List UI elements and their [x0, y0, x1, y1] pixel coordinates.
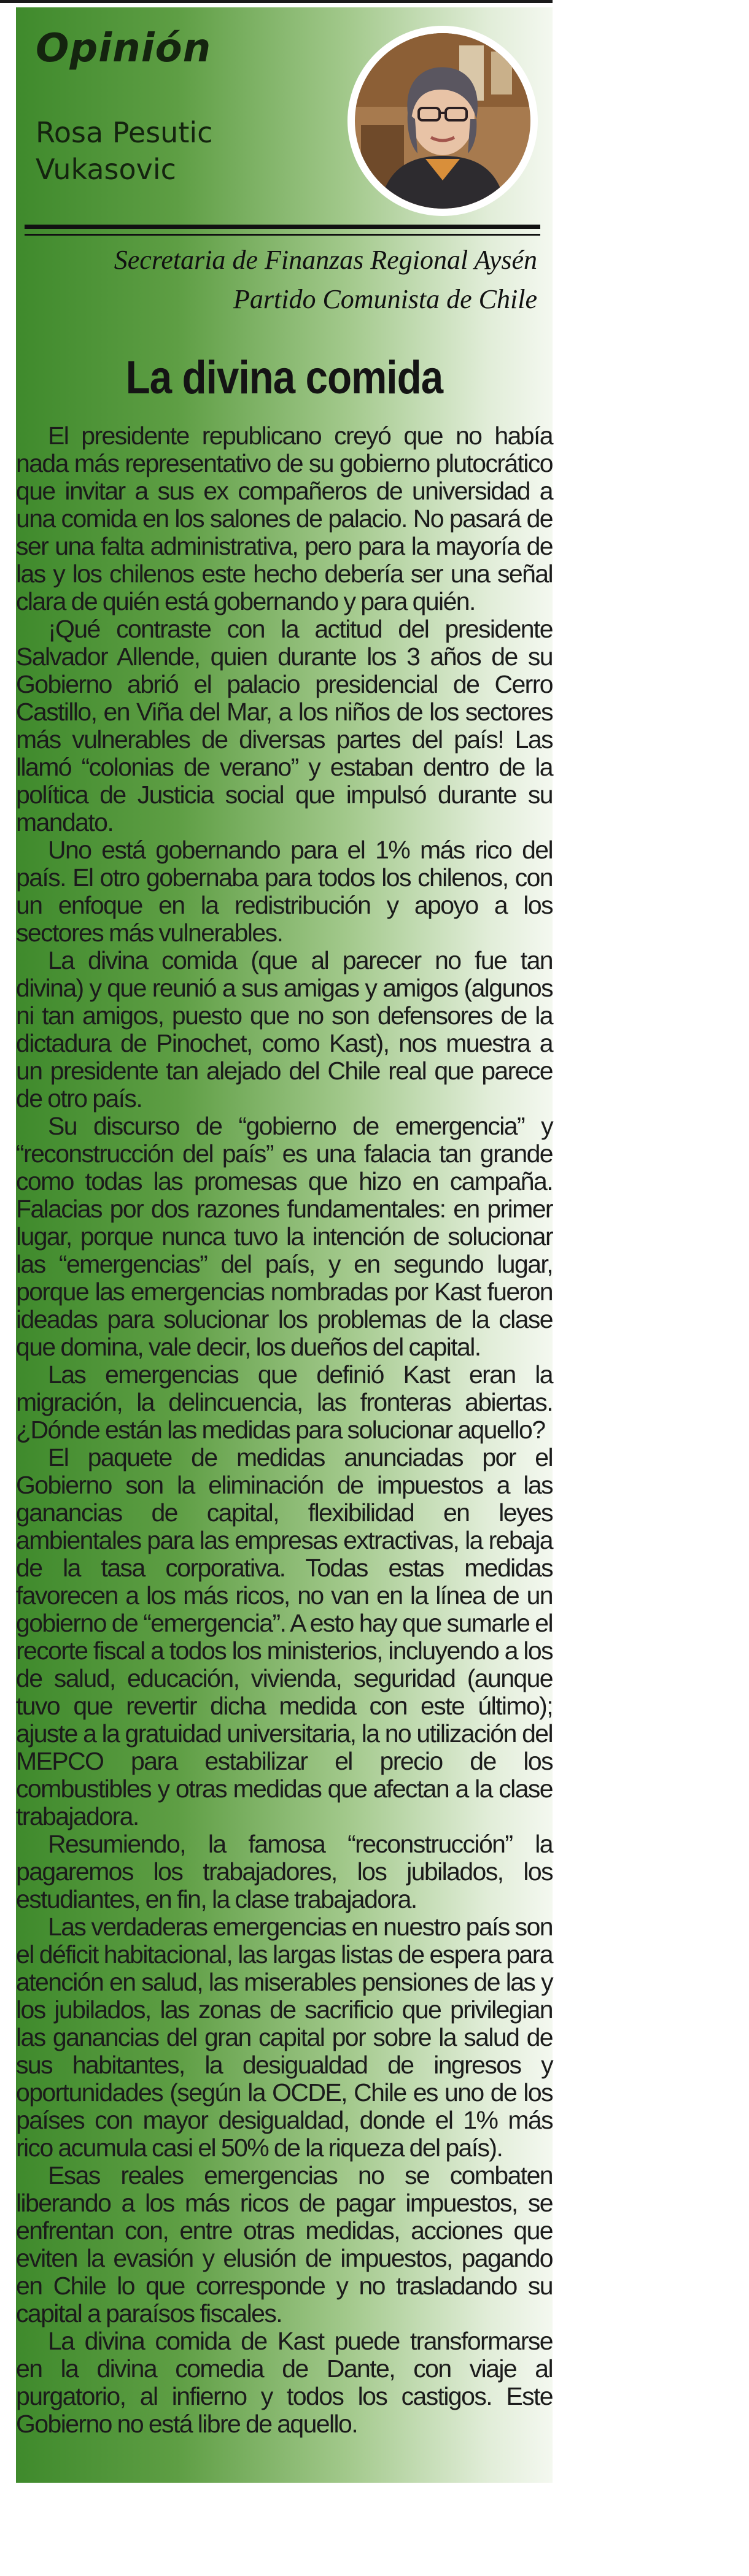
divider-rule-thick: [25, 225, 540, 229]
top-border-line: [0, 0, 553, 3]
article-body: [16, 422, 553, 2438]
article-paragraph: Resumiendo, la famosa “reconstrucción” la pagaremos los trabajadores, los jubilados, los estudiantes, en fin, la clase trabajadora.: [16, 1830, 553, 1913]
author-portrait-image: [355, 33, 530, 209]
author-photo: [347, 26, 538, 216]
article-paragraph: El paquete de medidas anunciadas por el Gobierno son la eliminación de impuestos a las ganancias de capital, flexibilidad en leyes ambientales para las empresas extractivas, la rebaja de la tasa corporativa. Todas estas medidas favorecen a los más ricos, no van en la línea de un gobierno de “emergencia”. A esto hay que sumarle el recorte fiscal a todos los ministerios, incluyendo a los de salud, educación, vivienda, seguridad (aunque tuvo que revertir dicha medida con este último); ajuste a la gratuidad universitaria, la no utilización del MEPCO para estabilizar el precio de los combustibles y otras medidas que afectan a la clase trabajadora.: [16, 1443, 553, 1830]
author-name-line1: Rosa Pesutic: [36, 116, 213, 149]
article-paragraph: Esas reales emergencias no se combaten liberando a los más ricos de pagar impuestos, se enfrentan con, entre otras medidas, acciones que eviten la evasión y elusión de impuestos, pagando en Chile lo que corresponde y no trasladando su capital a paraísos fiscales.: [16, 2161, 553, 2327]
article-paragraph: ¡Qué contraste con la actitud del presidente Salvador Allende, quien durante los 3 años de su Gobierno abrió el palacio presidencial de Cerro Castillo, en Viña del Mar, a los niños de los sectores más vulnerables de diversas partes del país! Las llamó “colonias de verano” y estaban dentro de la política de Justicia social que impulsó durante su mandato.: [16, 615, 553, 836]
author-role: Secretaria de Finanzas Regional Aysén: [114, 245, 537, 275]
author-name: [36, 114, 330, 188]
article-paragraph: Uno está gobernando para el 1% más rico del país. El otro gobernaba para todos los chilenos, con un enfoque en la redistribución y apoyo a los sectores más vulnerables.: [16, 836, 553, 947]
author-credit: [114, 241, 537, 319]
section-title: Opinión: [36, 26, 212, 71]
author-party: Partido Comunista de Chile: [233, 284, 537, 314]
article-paragraph: La divina comida (que al parecer no fue tan divina) y que reunió a sus amigas y amigos (algunos ni tan amigos, puesto que no son defensores de la dictadura de Pinochet, como Kast), nos muestra a un presidente tan alejado del Chile real que parece de otro país.: [16, 946, 553, 1113]
author-name-line2: Vukasovic: [36, 153, 176, 186]
article-paragraph: Su discurso de “gobierno de emergencia” y “reconstrucción del país” es una falacia tan grande como todas las promesas que hizo en campaña. Falacias por dos razones fundamentales: en primer lugar, porque nunca tuvo la intención de solucionar las “emergencias” del país, y en segundo lugar, porque las emergencias nombradas por Kast fueron ideadas para solucionar los problemas de la clase que domina, vale decir, los dueños del capital.: [16, 1112, 553, 1361]
article-paragraph: El presidente republicano creyó que no había nada más representativo de su gobierno plutocrático que invitar a sus ex compañeros de universidad a una comida en los salones de palacio. No pasará de ser una falta administrativa, pero para la mayoría de las y los chilenos este hecho debería ser una señal clara de quién está gobernando y para quién.: [16, 422, 553, 615]
article-paragraph: La divina comida de Kast puede transformarse en la divina comedia de Dante, con viaje al purgatorio, al infierno y todos los castigos. Este Gobierno no está libre de aquello.: [16, 2327, 553, 2438]
article-paragraph: Las emergencias que definió Kast eran la migración, la delincuencia, las fronteras abiertas. ¿Dónde están las medidas para solucionar aquello?: [16, 1360, 553, 1444]
article-headline: La divina comida: [125, 352, 443, 404]
article-paragraph: Las verdaderas emergencias en nuestro país son el déficit habitacional, las largas listas de espera para atención en salud, las miserables pensiones de las y los jubilados, las zonas de sacrificio que privilegian las ganancias del gran capital por sobre la salud de sus habitantes, la desigualdad de ingresos y oportunidades (según la OCDE, Chile es uno de los países con mayor desigualdad, donde el 1% más rico acumula casi el 50% de la riqueza del país).: [16, 1913, 553, 2162]
divider-rule-thin: [25, 234, 540, 236]
